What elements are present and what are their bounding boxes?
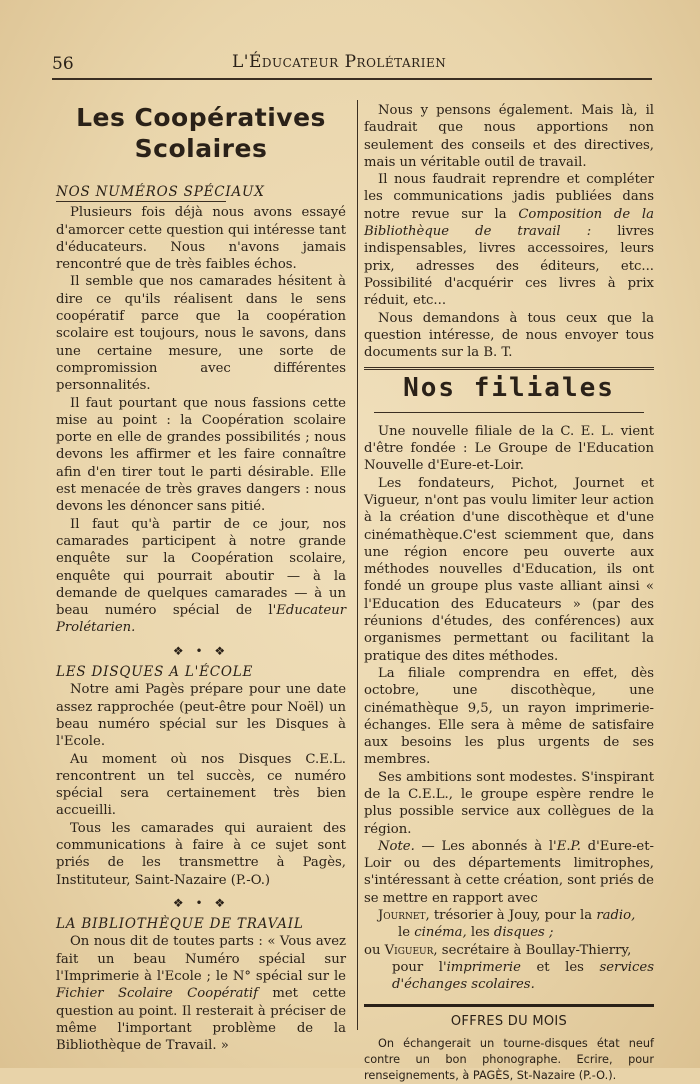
paragraph: Il nous faudrait reprendre et compléter les communications jadis publiées dans notre revue sur la Composition de la Bibliothèque de travail : livres indispensables, livres accessoires, leurs prix, adresses des éditeurs, etc... Possibilité d'acquérir ces livres à prix réduit, etc... xyxy=(364,172,654,309)
page-header xyxy=(52,50,652,80)
section-heading-bibliotheque: LA BIBLIOTHÈQUE DE TRAVAIL xyxy=(56,916,304,933)
section-heading-disques: LES DISQUES A L'ÉCOLE xyxy=(56,664,254,681)
offres-rule xyxy=(364,1004,654,1007)
paragraph: La filiale comprendra en effet, dès octobre, une discothèque, une cinémathèque 9,5, un rayon imprimerie-échanges. Elle sera à même de satisfaire aux besoins les plus urgents de ses membres. xyxy=(364,665,654,768)
paragraph: Au moment où nos Disques C.E.L. rencontrent un tel succès, ce numéro spécial sera certainement très bien accueilli. xyxy=(56,751,346,819)
note-paragraph: Note. — Les abonnés à l'E.P. d'Eure-et-Loir ou des départements limitrophes, s'intéressant à cette création, sont priés de se mettre en rapport avec xyxy=(364,838,654,906)
section-heading-numeros: NOS NUMÉROS SPÉCIAUX xyxy=(56,184,265,200)
right-column xyxy=(364,102,654,1084)
contact-vigueur: ou Vigueur, secrétaire à Boullay-Thierry, xyxy=(364,942,632,958)
paragraph: Nous demandons à tous ceux que la question intéresse, de nous envoyer tous documents sur la B. T. xyxy=(364,310,654,361)
paragraph: Les fondateurs, Pichot, Journet et Vigueur, n'ont pas voulu limiter leur action à la création d'une discothèque et d'une cinémathèque.C'est sciemment que, dans une région encore peu ouverte aux méthodes nouvelles d'Education, ils ont fondé un groupe plus vaste alliant ainsi « l'Education des Educateurs » (par des réunions d'études, des conférences) aux organismes permettant ou facilitant la pratique des dites méthodes. xyxy=(364,475,654,664)
paragraph: Une nouvelle filiale de la C. E. L. vient d'être fondée : Le Groupe de l'Education Nouvelle d'Eure-et-Loir. xyxy=(364,423,654,474)
bibliotheque-continuation xyxy=(364,102,654,361)
column-divider xyxy=(357,100,358,1030)
paragraph: Il semble que nos camarades hésitent à dire ce qu'ils réalisent dans le sens coopératif parce que la coopération scolaire est toujours, nous le savons, dans une certaine mesure, une sorte de compromission avec différentes personnalités. xyxy=(56,274,346,394)
paragraph: Tous les camarades qui auraient des communications à faire à ce sujet sont priés de les transmettre à Pagès, Instituteur, Saint-Nazaire (P.-O.) xyxy=(56,820,346,888)
contact-journet: Journet, trésorier à Jouy, pour la radio, xyxy=(378,908,636,924)
paragraph: On nous dit de toutes parts : « Vous avez fait un beau Numéro spécial sur l'Imprimerie à l'Ecole ; le N° spécial sur le Fichier Scolaire Coopératif met cette question au point. Il resterait à préciser de même l'important problème de la Bibliothèque de Travail. » xyxy=(56,934,346,1054)
running-title: L'Éducateur Prolétarien xyxy=(232,52,447,72)
paragraph: Il faut pourtant que nous fassions cette mise au point : la Coopération scolaire porte en elle de grandes possibilités ; nous devons les affirmer et les faire connaître afin d'en tirer tout le parti désirable. Elle est menacée de très graves dangers : nous devons les dénoncer sans pitié. xyxy=(56,395,346,515)
title-underline xyxy=(374,412,644,413)
article-title: Les Coopératives Scolaires xyxy=(76,103,326,163)
paragraph: Il faut qu'à partir de ce jour, nos camarades participent à notre grande enquête sur la Coopération scolaire, enquête qui pourrait aboutir — à la demande de quelques camarades — à un beau numéro spécial de l'Educateur Prolétarien. xyxy=(56,516,346,636)
paragraph: Plusieurs fois déjà nous avons essayé d'amorcer cette question qui intéresse tant d'éducateurs. Nous n'avons jamais rencontré que de très faibles échos. xyxy=(56,205,346,273)
filiales-title: Nos filiales xyxy=(403,373,615,404)
section-separator: ❖ • ❖ xyxy=(172,643,230,658)
contact-vigueur-cont: pour l'imprimerie et les services d'échanges scolaires. xyxy=(392,959,654,993)
heading-underline xyxy=(56,201,226,202)
paragraph: Ses ambitions sont modestes. S'inspirant de la C.E.L., le groupe espère rendre le plus possible service aux collègues de la région. xyxy=(364,769,654,837)
offres-title: OFFRES DU MOIS xyxy=(450,1013,568,1029)
contact-journet-cont: le cinéma, les disques ; xyxy=(398,925,554,941)
offres-text: On échangerait un tourne-disques état neuf contre un bon phonographe. Ecrire, pour renseignements, à PAGÈS, St-Nazaire (P.-O.). xyxy=(364,1036,654,1082)
paragraph: Notre ami Pagès prépare pour une date assez rapprochée (peut-être pour Noël) un beau numéro spécial sur les Disques à l'Ecole. xyxy=(56,682,346,750)
section-separator: ❖ • ❖ xyxy=(172,895,230,910)
page-number: 56 xyxy=(52,54,74,74)
paragraph: Nous y pensons également. Mais là, il faudrait que nous apportions non seulement des conseils et des directives, mais un véritable outil de travail. xyxy=(364,103,654,170)
left-column xyxy=(56,102,346,1055)
